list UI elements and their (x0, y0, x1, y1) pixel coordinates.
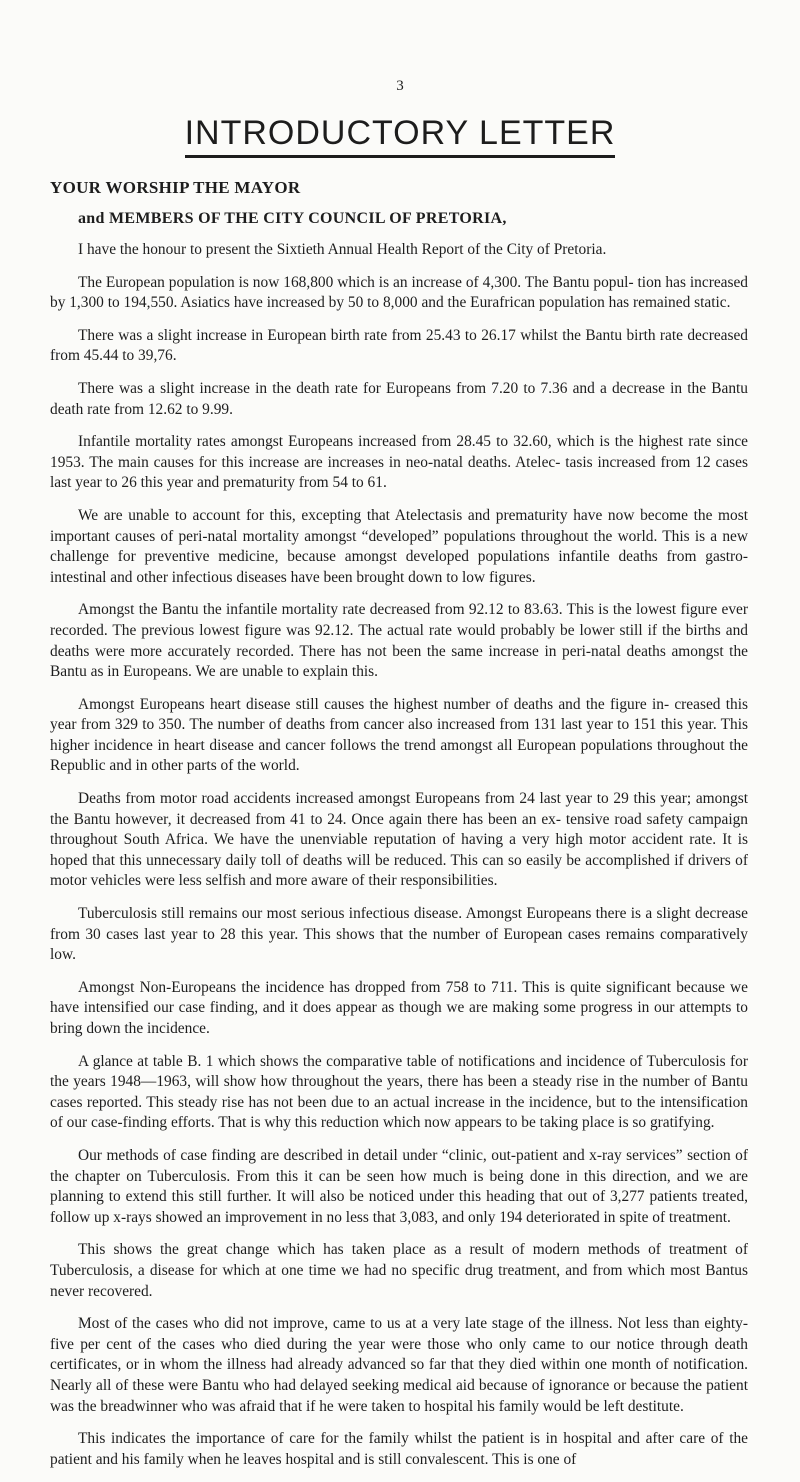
paragraph: Most of the cases who did not improve, came to us at a very late stage of the illness. Not less than eighty-five per cent of the cases who died during the year were those who only came to our notice through death certificates, or in whom the illness had already advanced so far that they died within one month of notification. Nearly all of these were Bantu who had delayed seeking medical aid because of ignorance or because the patient was the breadwinner who was afraid that if he were taken to hospital his family would be left destitute. (50, 1315, 748, 1415)
paragraph: Deaths from motor road accidents increased amongst Europeans from 24 last year to 29 this year; amongst the Bantu however, it decreased from 41 to 24. Once again there has been an ex- tensive road safety campaign throughout South Africa. We have the unenviable reputation of having a very high motor accident rate. It is hoped that this unnecessary daily toll of deaths will be reduced. This can so easily be accomplished if drivers of motor vehicles were less selfish and more aware of their responsibilities. (50, 790, 748, 890)
page-number: 3 (396, 78, 404, 94)
paragraph: Amongst Non-Europeans the incidence has dropped from 758 to 711. This is quite significant because we have intensified our case finding, and it does appear as though we are making some progress in our attempts to bring down the incidence. (50, 978, 748, 1037)
letter-body (50, 240, 748, 1482)
paragraph: I have the honour to present the Sixtieth Annual Health Report of the City of Pretoria. (78, 241, 607, 258)
addressee: and MEMBERS OF THE CITY COUNCIL OF PRETORIA, (78, 210, 507, 227)
paragraph: A glance at table B. 1 which shows the comparative table of notifications and incidence of Tuberculosis for the years 1948—1963, will show how throughout the years, there has been a steady rise in the number of Bantu cases reported. This steady rise has not been due to an actual increase in the incidence, but to the intensification of our case-finding efforts. That is why this reduction which now appears to be taking place is so gratifying. (50, 1052, 748, 1132)
paragraph: Amongst Europeans heart disease still causes the highest number of deaths and the figure in- creased this year from 329 to 350. The number of deaths from cancer also increased from 131 last year to 151 this year. This higher incidence in heart disease and cancer follows the trend amongst all European populations throughout the Republic and in other parts of the world. (50, 695, 748, 775)
page-heading-container (0, 112, 800, 158)
paragraph: Amongst the Bantu the infantile mortality rate decreased from 92.12 to 83.63. This is the lowest figure ever recorded. The previous lowest figure was 92.12. The actual rate would probably be lower still if the births and deaths were more accurately recorded. There has not been the same increase in peri-natal deaths amongst the Bantu as in Europeans. We are unable to explain this. (50, 601, 748, 681)
paragraph: We are unable to account for this, excepting that Atelectasis and prematurity have now become the most important causes of peri-natal mortality amongst “developed” populations throughout the world. This is a new challenge for preventive medicine, because amongst developed populations infantile deaths from gastro-intestinal and other infectious diseases have been brought down to low figures. (50, 506, 748, 586)
paragraph: This indicates the importance of care for the family whilst the patient is in hospital and after care of the patient and his family when he leaves hospital and is still convalescent. This is one of (50, 1430, 748, 1468)
paragraph: The European population is now 168,800 which is an increase of 4,300. The Bantu popul- tion has increased by 1,300 to 194,550. Asiatics have increased by 50 to 8,000 and the Eurafrican population has remained static. (50, 273, 748, 312)
paragraph: There was a slight increase in the death rate for Europeans from 7.20 to 7.36 and a decrease in the Bantu death rate from 12.62 to 9.99. (50, 379, 748, 418)
paragraph: There was a slight increase in European birth rate from 25.43 to 26.17 whilst the Bantu birth rate decreased from 45.44 to 39,76. (50, 326, 748, 365)
paragraph: Our methods of case finding are described in detail under “clinic, out-patient and x-ray services” section of the chapter on Tuberculosis. From this it can be seen how much is being done in this direction, and we are planning to extend this still further. It will also be noticed under this heading that out of 3,277 patients treated, follow up x-rays showed an improvement in no less that 3,083, and only 194 deteriorated in spite of treatment. (50, 1146, 748, 1226)
paragraph: Infantile mortality rates amongst Europeans increased from 28.45 to 32.60, which is the highest rate since 1953. The main causes for this increase are increases in neo-natal deaths. Atelec- tasis increased from 12 cases last year to 26 this year and prematurity from 54 to 61. (50, 433, 748, 492)
page-title: INTRODUCTORY LETTER (185, 112, 616, 158)
paragraph: Tuberculosis still remains our most serious infectious disease. Amongst Europeans there is a slight decrease from 30 cases last year to 28 this year. This shows that the number of European cases remains comparatively low. (50, 905, 748, 964)
paragraph: This shows the great change which has taken place as a result of modern methods of treatment of Tuberculosis, a disease for which at one time we had no specific drug treatment, and from which most Bantus never recovered. (50, 1241, 748, 1300)
salutation: YOUR WORSHIP THE MAYOR (50, 178, 301, 197)
